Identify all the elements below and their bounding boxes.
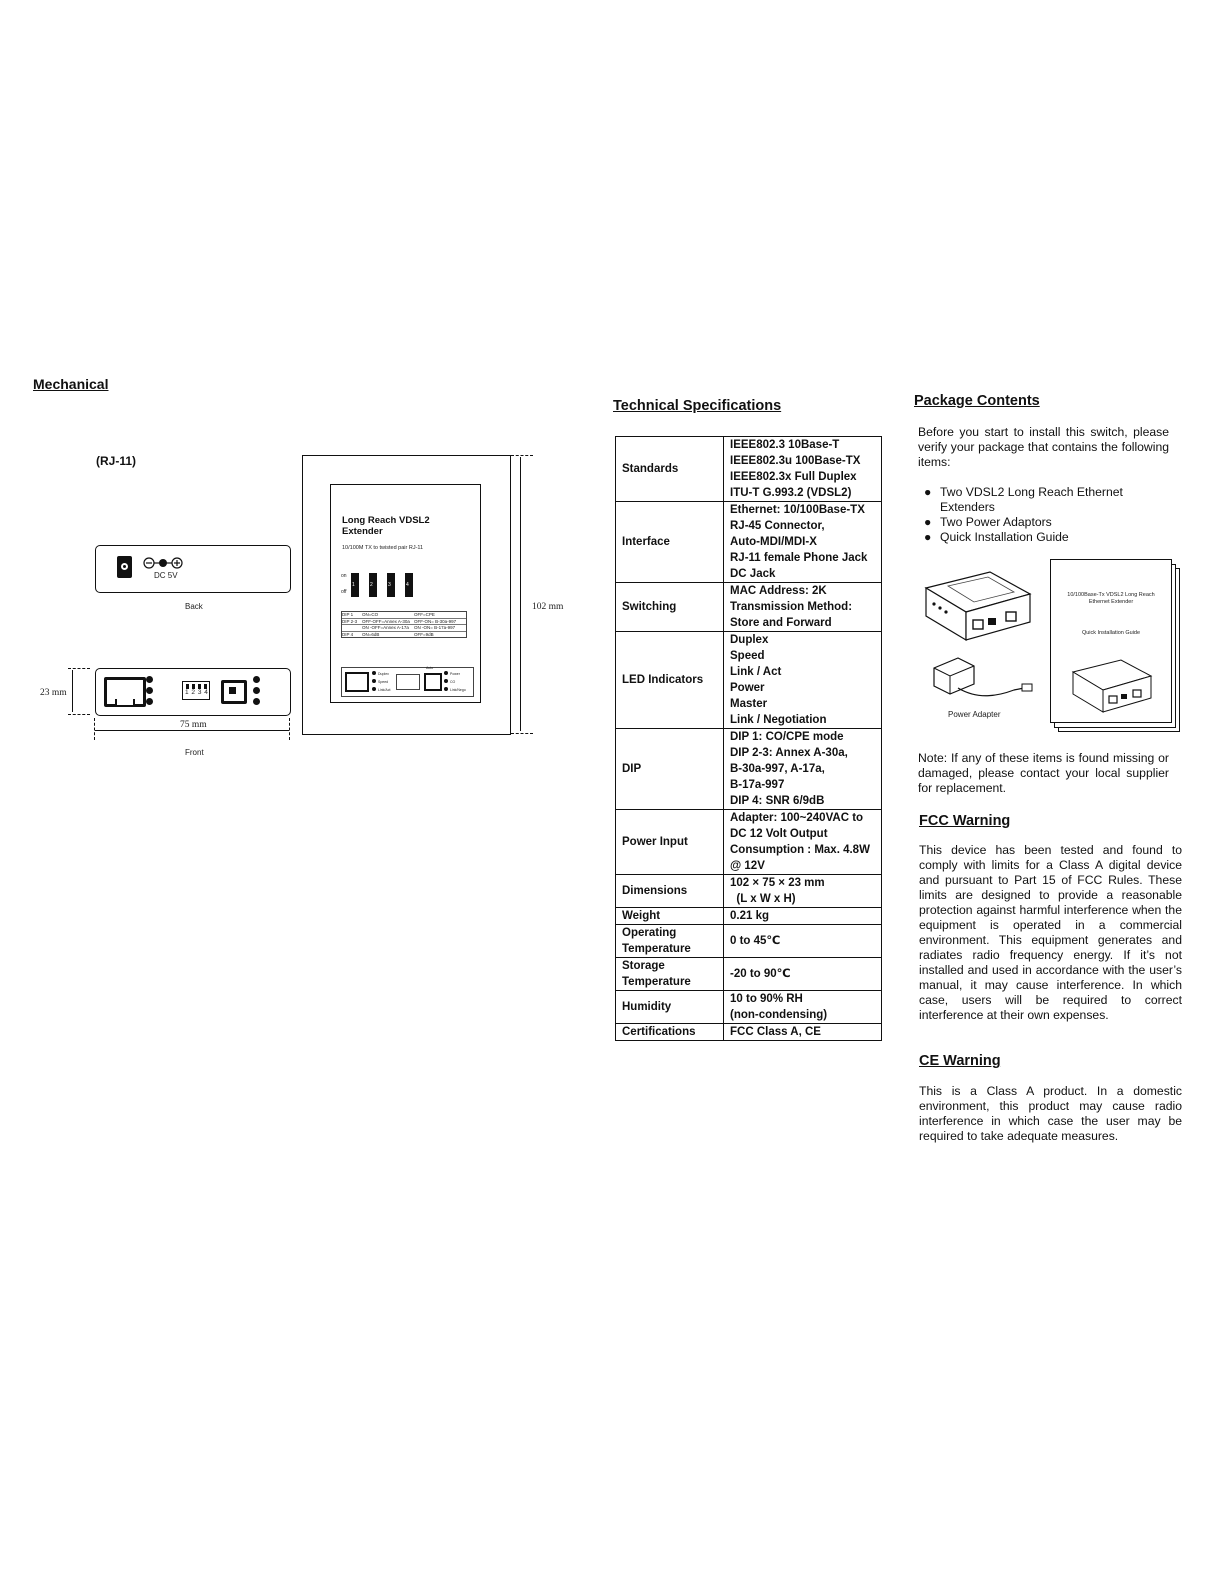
- power-adapter-image: [928, 654, 1038, 704]
- spec-value-line: Link / Act: [730, 666, 782, 678]
- spec-value-line: Speed: [730, 650, 765, 662]
- package-intro: Before you start to install this switch, please verify your package that contains the following items:: [918, 425, 1169, 469]
- manual-title: 10/100Base-Tx VDSL2 Long Reach: [1067, 592, 1155, 598]
- front-view-panel: [95, 668, 291, 716]
- spec-key: LED Indicators: [616, 632, 724, 729]
- rj45-port-icon: [104, 677, 146, 707]
- dc-label: DC 5V: [154, 571, 178, 580]
- spec-value-line: DC Jack: [730, 568, 776, 580]
- led-icon: [253, 687, 260, 694]
- spec-value-line: B-30a-997, A-17a,: [730, 763, 825, 775]
- table-row: [616, 502, 882, 583]
- top-label-port-strip: Duplex Speed Link/Act Auto Power CO Link/Nego: [341, 667, 474, 697]
- led-icon: [146, 676, 153, 683]
- rj11-label: (RJ-11): [96, 454, 137, 468]
- table-row: [616, 908, 882, 925]
- list-item: ● Two Power Adaptors: [924, 515, 1052, 529]
- dip-numbers: 1 2 3 4: [185, 689, 209, 696]
- top-label-title-2: Extender: [342, 526, 383, 537]
- switch-on-label: on: [341, 573, 347, 579]
- spec-value-line: Power: [730, 682, 765, 694]
- table-row: [616, 1024, 882, 1041]
- dip-switch-4: 4: [405, 573, 413, 597]
- list-item: ● Two VDSL2 Long Reach Ethernet Extenders: [924, 485, 1123, 514]
- spec-value-line: 0 to 45℃: [730, 935, 781, 947]
- spec-value-line: MAC Address: 2K: [730, 585, 827, 597]
- dc-polarity-icon: [142, 556, 190, 570]
- spec-value-line: 0.21 kg: [730, 910, 769, 922]
- spec-key: Dimensions: [616, 875, 724, 908]
- dip-switch-2: 2: [369, 573, 377, 597]
- mechanical-heading: Mechanical: [33, 376, 109, 392]
- spec-value: [724, 632, 882, 729]
- spec-value: [724, 502, 882, 583]
- spec-value-line: DIP 4: SNR 6/9dB: [730, 795, 825, 807]
- spec-value: [724, 729, 882, 810]
- spec-value: [724, 875, 882, 908]
- top-view-panel: [302, 455, 511, 735]
- dip-legend: DIP 1 ON=CO OFF=CPE DIP 2-3 OFF-OFF=Annex A-30a OFF-ON= B-30a-997 ON -OFF=Annex A-17a ON -ON= B-17a-997 DIP 4 ON=6dB OFF=9dB: [341, 611, 467, 638]
- spec-value-line: Transmission Method:: [730, 601, 853, 613]
- table-row: [616, 437, 882, 502]
- rj11-port-icon: [221, 680, 247, 704]
- table-row: [616, 729, 882, 810]
- table-row: [616, 632, 882, 729]
- spec-value-line: Duplex: [730, 634, 769, 646]
- led-icon: [146, 687, 153, 694]
- spec-value-line: IEEE802.3x Full Duplex: [730, 471, 857, 483]
- rj45-port-icon: [345, 672, 369, 692]
- dip-switch-1: 1: [351, 573, 359, 597]
- spec-value-line: IEEE802.3 10Base-T: [730, 439, 840, 451]
- spec-value-line: IEEE802.3u 100Base-TX: [730, 455, 861, 467]
- spec-value: [724, 991, 882, 1024]
- spec-value-line: Auto-MDI/MDI-X: [730, 536, 817, 548]
- package-illustration: [918, 556, 1183, 736]
- spec-value: [724, 437, 882, 502]
- table-row: [616, 875, 882, 908]
- spec-table: [615, 436, 882, 1041]
- spec-key: Humidity: [616, 991, 724, 1024]
- package-heading: Package Contents: [914, 393, 1040, 409]
- manual-subtitle: Quick Installation Guide: [1081, 630, 1141, 636]
- spec-key: Switching: [616, 583, 724, 632]
- led-icon: [253, 698, 260, 705]
- manual-title-2: Ethernet Extender: [1088, 599, 1134, 605]
- table-row: [616, 583, 882, 632]
- spec-key: Weight: [616, 908, 724, 925]
- led-icon: [146, 698, 153, 705]
- spec-value: [724, 810, 882, 875]
- ce-text: This is a Class A product. In a domestic environment, this product may cause radio interference in which case the user may be required to take adequate measures.: [919, 1084, 1182, 1143]
- spec-value-line: DIP 1: CO/CPE mode: [730, 731, 844, 743]
- height-dimension: 23 mm: [40, 688, 67, 698]
- top-label: [330, 484, 481, 703]
- spec-value-line: @ 12V: [730, 860, 765, 872]
- fcc-text: This device has been tested and found to comply with limits for a Class A digital device and pursuant to Part 15 of FCC Rules. These limits are designed to provide a reasonable protection against harmful interference when the equipment is operated in a commercial environment. This equipment generates and radiates radio frequency energy. If it’s not installed and used in accordance with the user’s manual, it may cause interference. In which case, users will be required to correct interference at their own expenses.: [919, 843, 1182, 1022]
- spec-value-line: ITU-T G.993.2 (VDSL2): [730, 487, 852, 499]
- table-row: [616, 991, 882, 1024]
- spec-value-line: 10 to 90% RH: [730, 993, 803, 1005]
- package-note: Note: If any of these items is found missing or damaged, please contact your local supplier for replacement.: [918, 751, 1169, 795]
- spec-value-line: Adapter: 100~240VAC to: [730, 812, 864, 824]
- list-item: ● Quick Installation Guide: [924, 530, 1069, 544]
- spec-value-line: RJ-11 female Phone Jack: [730, 552, 868, 564]
- dip-switch-icon: [396, 674, 420, 690]
- back-view-panel: [95, 545, 291, 593]
- power-adapter-caption: Power Adapter: [948, 710, 1001, 719]
- spec-value-line: -20 to 90℃: [730, 968, 791, 980]
- spec-value-line: DC 12 Volt Output: [730, 828, 828, 840]
- front-caption: Front: [185, 748, 204, 757]
- fcc-heading: FCC Warning: [919, 813, 1011, 829]
- spec-value: [724, 908, 882, 925]
- spec-value-line: Ethernet: 10/100Base-TX: [730, 504, 865, 516]
- top-label-subtitle: 10/100M TX to twisted pair RJ-11: [342, 545, 424, 551]
- dc-jack: [117, 556, 132, 578]
- specs-heading: Technical Specifications: [613, 398, 782, 414]
- table-row: [616, 810, 882, 875]
- extender-device-image: [918, 566, 1038, 646]
- spec-value-line: FCC Class A, CE: [730, 1026, 821, 1038]
- ce-heading: CE Warning: [919, 1053, 1001, 1069]
- quick-install-guide-image: [1050, 559, 1172, 723]
- spec-key: Certifications: [616, 1024, 724, 1041]
- spec-key: Operating Temperature: [616, 925, 724, 958]
- dip-switch-3: 3: [387, 573, 395, 597]
- spec-value-line: Master: [730, 698, 768, 710]
- switch-off-label: off: [341, 589, 347, 595]
- led-icon: [253, 676, 260, 683]
- table-row: [616, 958, 882, 991]
- spec-value-line: Link / Negotiation: [730, 714, 827, 726]
- spec-key: Standards: [616, 437, 724, 502]
- rj11-port-icon: [424, 673, 442, 691]
- package-list: [918, 485, 1169, 545]
- width-dimension: 75 mm: [180, 720, 207, 730]
- spec-value-line: DIP 2-3: Annex A-30a,: [730, 747, 848, 759]
- dip-switch-icon: [182, 681, 210, 700]
- length-dimension: 102 mm: [532, 602, 564, 612]
- spec-value: [724, 925, 882, 958]
- spec-key: Interface: [616, 502, 724, 583]
- spec-key: DIP: [616, 729, 724, 810]
- spec-value: [724, 1024, 882, 1041]
- spec-value-line: Consumption : Max. 4.8W: [730, 844, 870, 856]
- spec-value: [724, 958, 882, 991]
- back-caption: Back: [185, 602, 203, 611]
- top-label-title: Long Reach VDSL2: [342, 515, 430, 526]
- spec-key: Power Input: [616, 810, 724, 875]
- spec-key: Storage Temperature: [616, 958, 724, 991]
- spec-value-line: (L x W x H): [730, 893, 796, 905]
- spec-value-line: (non-condensing): [730, 1009, 828, 1021]
- spec-value-line: Store and Forward: [730, 617, 832, 629]
- spec-value: [724, 583, 882, 632]
- spec-value-line: 102 × 75 × 23 mm: [730, 877, 825, 889]
- spec-value-line: B-17a-997: [730, 779, 785, 791]
- table-row: [616, 925, 882, 958]
- spec-value-line: RJ-45 Connector,: [730, 520, 825, 532]
